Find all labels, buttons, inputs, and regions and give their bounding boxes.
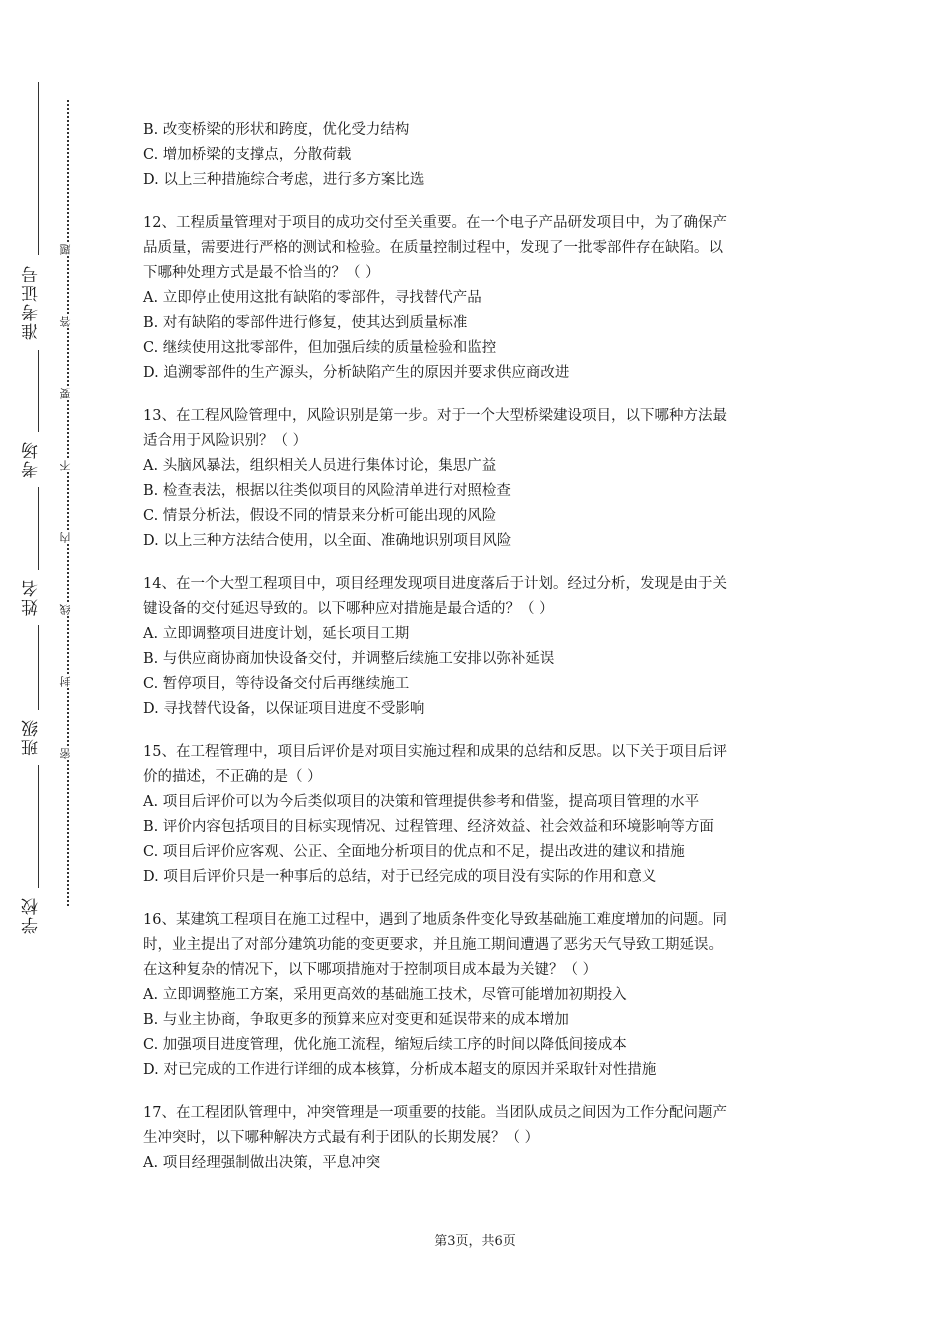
seal-char: 要 — [59, 388, 77, 399]
question-stem: 适合用于风险识别？（ ） — [143, 433, 308, 449]
option-b: B. 与供应商协商加快设备交付，并调整后续施工安排以弥补延误 — [143, 651, 555, 667]
question-16 — [143, 908, 811, 1083]
option-b: B. 评价内容包括项目的目标实现情况、过程管理、经济效益、社会效益和环境影响等方面 — [143, 819, 714, 835]
question-stem: 价的描述，不正确的是（ ） — [143, 769, 322, 785]
option-c: C. 情景分析法，假设不同的情景来分析可能出现的风险 — [143, 508, 497, 524]
binding-margin — [0, 0, 110, 1344]
option-c: C. 项目后评价应客观、公正、全面地分析项目的优点和不足，提出改进的建议和措施 — [143, 844, 685, 860]
option-b: B. 检查表法，根据以往类似项目的风险清单进行对照检查 — [143, 483, 511, 499]
option-c: C. 加强项目进度管理，优化施工流程，缩短后续工序的时间以降低间接成本 — [143, 1037, 627, 1053]
option-a: A. 立即调整项目进度计划，延长项目工期 — [143, 626, 410, 642]
option-a: A. 项目后评价可以为今后类似项目的决策和管理提供参考和借鉴，提高项目管理的水平 — [143, 794, 700, 810]
binding-solid-line — [38, 82, 39, 928]
question-14 — [143, 572, 811, 722]
school-label: 学校 — [22, 888, 42, 943]
question-12 — [143, 211, 811, 386]
seal-char: 密 — [59, 748, 77, 759]
page-number: 第3页，共6页 — [434, 1234, 516, 1249]
question-stem: 时，业主提出了对部分建筑功能的变更要求，并且施工期间遭遇了恶劣天气导致工期延误。 — [143, 937, 723, 953]
option-c: C. 增加桥梁的支撑点，分散荷载 — [143, 147, 352, 163]
question-13 — [143, 404, 811, 554]
option-b: B. 与业主协商，争取更多的预算来应对变更和延误带来的成本增加 — [143, 1012, 569, 1028]
question-stem: 17、在工程团队管理中，冲突管理是一项重要的技能。当团队成员之间因为工作分配问题产 — [143, 1105, 727, 1121]
option-d: D. 寻找替代设备，以保证项目进度不受影响 — [143, 701, 425, 717]
seal-char: 封 — [59, 676, 77, 687]
option-c: C. 继续使用这批零部件，但加强后续的质量检验和监控 — [143, 340, 497, 356]
seal-char: 题 — [59, 244, 77, 255]
question-stem: 生冲突时，以下哪种解决方式最有利于团队的长期发展？（ ） — [143, 1130, 540, 1146]
option-d: D. 项目后评价只是一种事后的总结，对于已经完成的项目没有实际的作用和意义 — [143, 869, 657, 885]
question-stem: 键设备的交付延迟导致的。以下哪种应对措施是最合适的？（ ） — [143, 601, 554, 617]
question-stem: 16、某建筑工程项目在施工过程中，遇到了地质条件变化导致基础施工难度增加的问题。同 — [143, 912, 727, 928]
student-name-label: 姓名 — [22, 570, 42, 625]
seal-char: 答 — [59, 316, 77, 327]
option-a: A. 立即调整施工方案，采用更高效的基础施工技术，尽管可能增加初期投入 — [143, 987, 627, 1003]
exam-room-label: 考场 — [22, 432, 42, 487]
exam-number-label: 准考证号 — [22, 255, 42, 350]
option-a: A. 头脑风暴法，组织相关人员进行集体讨论，集思广益 — [143, 458, 497, 474]
question-17 — [143, 1101, 811, 1176]
question-stem: 下哪种处理方式是最不恰当的？（ ） — [143, 265, 380, 281]
question-stem: 15、在工程管理中，项目后评价是对项目实施过程和成果的总结和反思。以下关于项目后评 — [143, 744, 727, 760]
seal-char: 内 — [59, 532, 77, 543]
continuation-options — [143, 118, 811, 193]
question-stem: 12、工程质量管理对于项目的成功交付至关重要。在一个电子产品研发项目中，为了确保产 — [143, 215, 727, 231]
option-d: D. 对已完成的工作进行详细的成本核算，分析成本超支的原因并采取针对性措施 — [143, 1062, 657, 1078]
question-stem: 13、在工程风险管理中，风险识别是第一步。对于一个大型桥梁建设项目，以下哪种方法最 — [143, 408, 727, 424]
question-stem: 品质量，需要进行严格的测试和检验。在质量控制过程中，发现了一批零部件存在缺陷。以 — [143, 240, 723, 256]
question-15 — [143, 740, 811, 890]
option-c: C. 暂停项目，等待设备交付后再继续施工 — [143, 676, 410, 692]
option-b: B. 对有缺陷的零部件进行修复，使其达到质量标准 — [143, 315, 468, 331]
option-d: D. 追溯零部件的生产源头，分析缺陷产生的原因并要求供应商改进 — [143, 365, 570, 381]
question-stem: 14、在一个大型工程项目中，项目经理发现项目进度落后于计划。经过分析，发现是由于关 — [143, 576, 727, 592]
seal-char: 线 — [59, 604, 77, 615]
option-d: D. 以上三种措施综合考虑，进行多方案比选 — [143, 172, 425, 188]
seal-char: 不 — [59, 460, 77, 471]
question-stem: 在这种复杂的情况下，以下哪项措施对于控制项目成本最为关键？（ ） — [143, 962, 598, 978]
exam-content — [143, 118, 811, 1176]
option-a: A. 项目经理强制做出决策，平息冲突 — [143, 1155, 381, 1171]
option-a: A. 立即停止使用这批有缺陷的零部件，寻找替代产品 — [143, 290, 482, 306]
option-b: B. 改变桥梁的形状和跨度，优化受力结构 — [143, 122, 410, 138]
class-label: 班级 — [22, 710, 42, 765]
binding-dotted-line — [67, 100, 69, 906]
option-d: D. 以上三种方法结合使用，以全面、准确地识别项目风险 — [143, 533, 512, 549]
